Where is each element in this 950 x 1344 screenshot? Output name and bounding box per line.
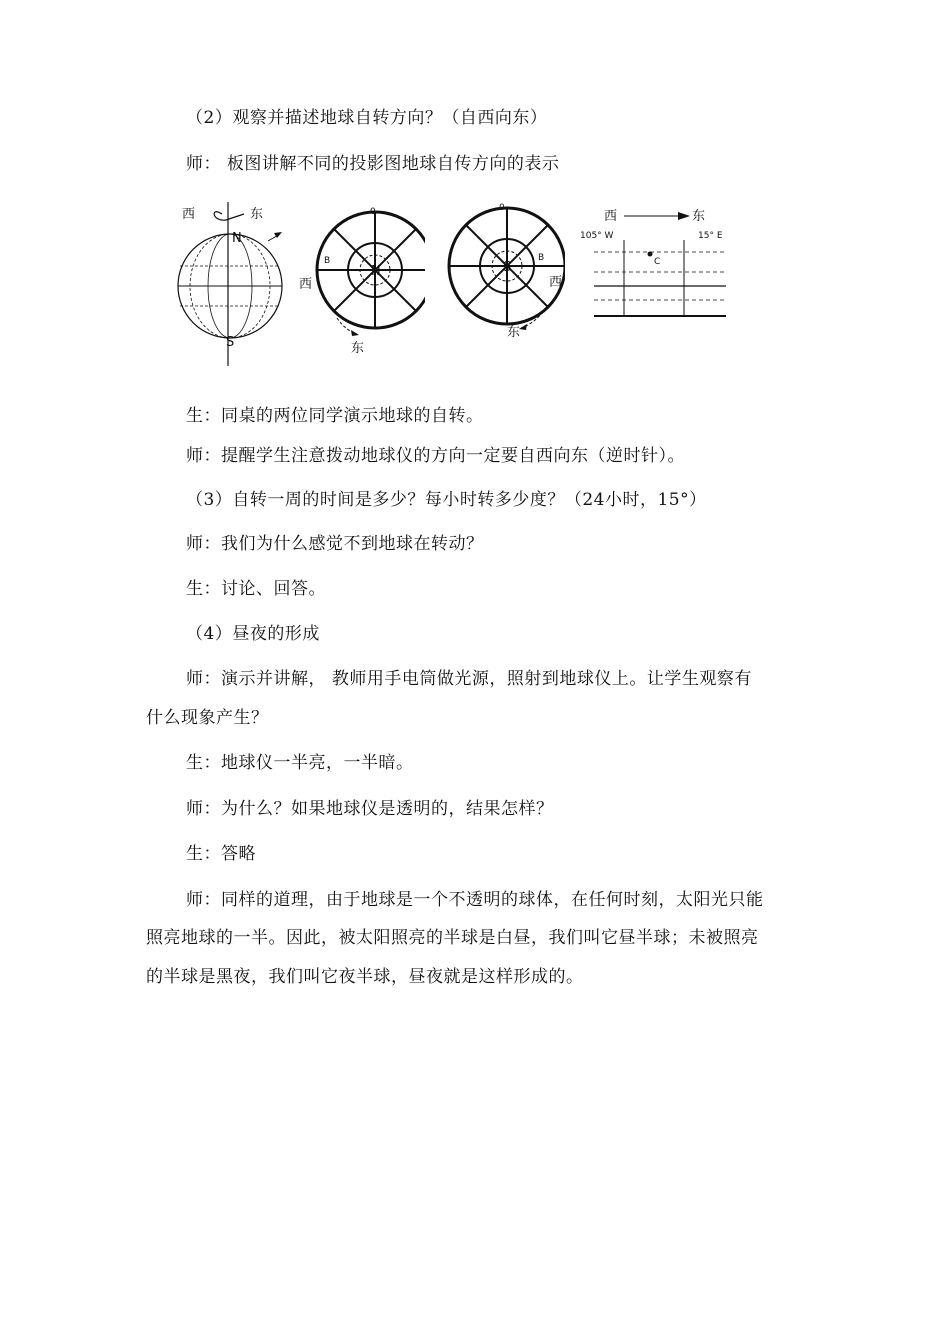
teacher-line-4: 师：演示并讲解， 教师用手电筒做光源，照射到地球仪上。让学生观察有 bbox=[186, 669, 752, 689]
globe-east-label: 东 bbox=[250, 207, 264, 222]
student-line-4: 生：答略 bbox=[186, 844, 256, 864]
globe-north-label: N bbox=[232, 231, 242, 246]
north-zero-label: 0 bbox=[370, 207, 376, 217]
teacher-line-5: 师：为什么？如果地球仪是透明的，结果怎样？ bbox=[186, 799, 554, 819]
globe-west-label: 西 bbox=[182, 207, 196, 222]
teacher-line-2: 师：提醒学生注意拨动地球仪的方向一定要自西向东（逆时针）。 bbox=[186, 446, 685, 466]
north-point-label: B bbox=[324, 256, 331, 266]
question-3: （3）自转一周的时间是多少？每小时转多少度？（24小时，15°） bbox=[186, 490, 707, 510]
question-2: （2）观察并描述地球自转方向？（自西向东） bbox=[186, 108, 548, 128]
north-west-label: 西 bbox=[299, 277, 313, 292]
south-west-label: 西 bbox=[549, 275, 563, 290]
student-line-1: 生：同桌的两位同学演示地球的自转。 bbox=[186, 406, 484, 426]
south-polar-view bbox=[425, 196, 565, 371]
teacher-line-4-cont: 什么现象产生？ bbox=[146, 708, 269, 728]
globe-south-label: S bbox=[226, 335, 235, 350]
south-center-label: S bbox=[503, 260, 512, 275]
globe-side-view bbox=[170, 196, 285, 371]
rotation-diagrams bbox=[170, 196, 740, 371]
teacher-line-1: 师： 板图讲解不同的投影图地球自传方向的表示 bbox=[186, 154, 560, 174]
strip-left-lon: 105° W bbox=[580, 231, 614, 241]
student-line-2: 生：讨论、回答。 bbox=[186, 579, 326, 599]
teacher-line-6-cont1: 照亮地球的一半。因此，被太阳照亮的半球是白昼，我们叫它昼半球；未被照亮 bbox=[146, 928, 759, 948]
north-center-label: N bbox=[371, 264, 381, 279]
strip-point-label: C bbox=[654, 257, 661, 267]
north-polar-view bbox=[285, 196, 425, 371]
teacher-line-6: 师：同样的道理，由于地球是一个不透明的球体，在任何时刻，太阳光只能 bbox=[186, 890, 764, 910]
teacher-line-3: 师：我们为什么感觉不到地球在转动？ bbox=[186, 534, 484, 554]
student-line-3: 生：地球仪一半亮，一半暗。 bbox=[186, 753, 414, 773]
strip-west-label: 西 bbox=[604, 209, 618, 224]
question-4: （4）昼夜的形成 bbox=[186, 624, 320, 644]
teacher-line-6-cont2: 的半球是黑夜，我们叫它夜半球，昼夜就是这样形成的。 bbox=[146, 967, 584, 987]
strip-east-label: 东 bbox=[692, 209, 706, 224]
south-zero-label: 0 bbox=[499, 203, 505, 213]
strip-right-lon: 15° E bbox=[698, 231, 723, 241]
north-east-label: 东 bbox=[351, 341, 365, 356]
south-point-label: B bbox=[538, 253, 545, 263]
south-east-label: 东 bbox=[507, 325, 521, 340]
strip-map-view bbox=[580, 196, 740, 371]
